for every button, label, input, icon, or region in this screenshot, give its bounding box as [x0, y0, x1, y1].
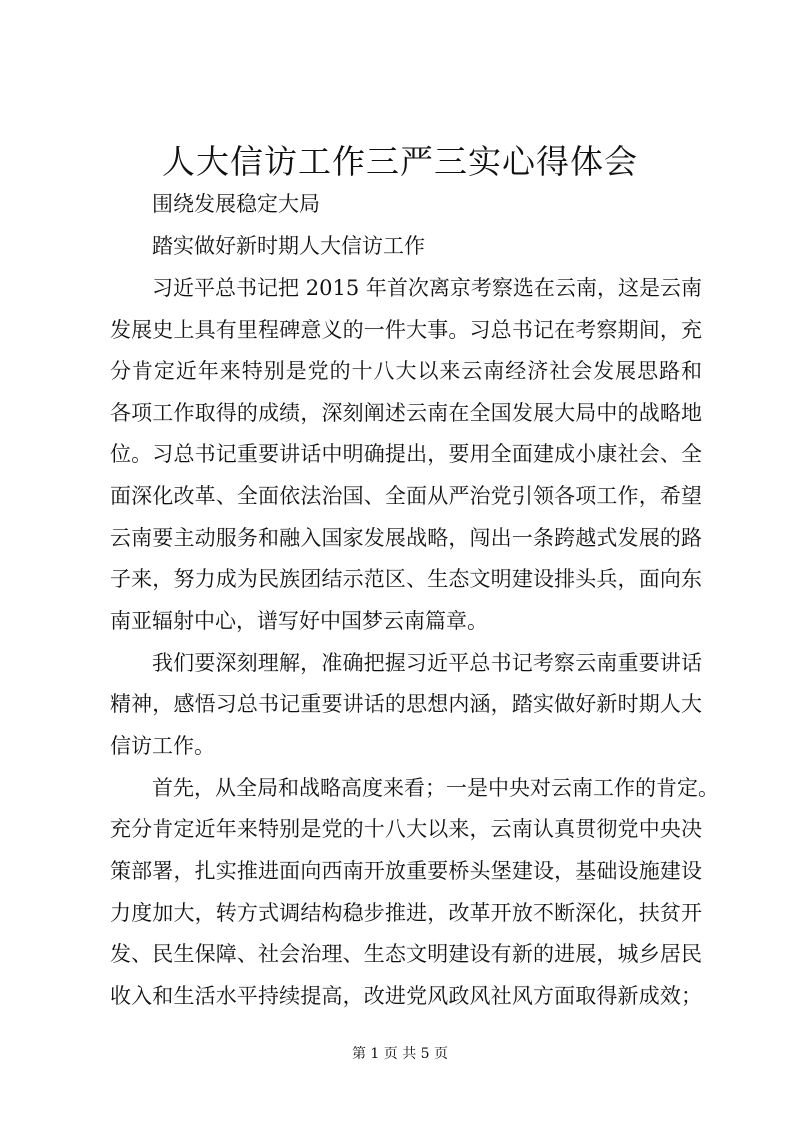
- body-line: 云南要主动服务和融入国家发展战略，闯出一条跨越式发展的路: [110, 526, 702, 550]
- document-title: 人大信访工作三严三实心得体会: [162, 142, 638, 181]
- body-line: 充分肯定近年来特别是党的十八大以来，云南认真贯彻党中央决: [110, 817, 702, 841]
- body-line: 收入和生活水平持续提高，改进党风政风社风方面取得新成效；: [110, 984, 702, 1008]
- body-line: 我们要深刻理解，准确把握习近平总书记考察云南重要讲话: [152, 651, 702, 675]
- body-line: 发、民生保障、社会治理、生态文明建设有新的进展，城乡居民: [110, 942, 702, 966]
- body-line: 习近平总书记把 2015 年首次离京考察选在云南，这是云南: [152, 276, 702, 300]
- subtitle-line-2: 踏实做好新时期人大信访工作: [152, 234, 425, 258]
- subtitle-line-1: 围绕发展稳定大局: [152, 192, 320, 216]
- body-line: 力度加大，转方式调结构稳步推进，改革开放不断深化，扶贫开: [110, 901, 702, 925]
- body-line: 分肯定近年来特别是党的十八大以来云南经济社会发展思路和: [110, 359, 702, 383]
- body-line: 南亚辐射中心，谱写好中国梦云南篇章。: [110, 609, 488, 633]
- body-line: 信访工作。: [110, 734, 215, 758]
- body-line: 首先，从全局和战略高度来看；一是中央对云南工作的肯定。: [152, 776, 719, 800]
- body-line: 子来，努力成为民族团结示范区、生态文明建设排头兵，面向东: [110, 567, 702, 591]
- body-line: 各项工作取得的成绩，深刻阐述云南在全国发展大局中的战略地: [110, 401, 702, 425]
- body-line: 精神，感悟习总书记重要讲话的思想内涵，踏实做好新时期人大: [110, 692, 702, 716]
- body-line: 位。习总书记重要讲话中明确提出，要用全面建成小康社会、全: [110, 442, 702, 466]
- body-line: 发展史上具有里程碑意义的一件大事。习总书记在考察期间，充: [110, 318, 702, 342]
- body-line: 策部署，扎实推进面向西南开放重要桥头堡建设，基础设施建设: [110, 859, 702, 883]
- page-footer: 第 1 页 共 5 页: [351, 1046, 449, 1062]
- body-line: 面深化改革、全面依法治国、全面从严治党引领各项工作，希望: [110, 484, 702, 508]
